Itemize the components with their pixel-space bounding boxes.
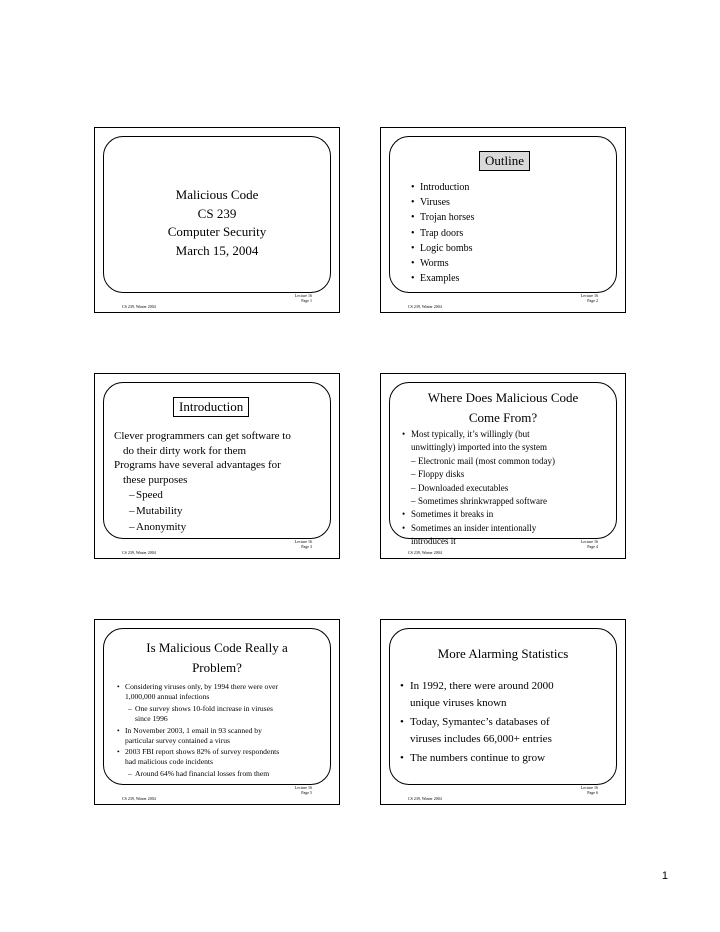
- list-item: • Logic bombs: [420, 241, 474, 256]
- slide-content: [389, 136, 617, 293]
- page-number: 1: [661, 870, 668, 882]
- sub-list: [136, 487, 291, 535]
- lecture-page-label: Lecture 16 Page 3: [294, 539, 312, 549]
- list-item: – Electronic mail (most common today): [418, 455, 555, 468]
- list-item: • Trojan horses: [420, 210, 474, 225]
- slide-body: [117, 682, 280, 779]
- slide-body: [402, 428, 555, 549]
- title-line: Computer Security: [167, 224, 267, 240]
- bullet-item: • Sometimes it breaks in: [402, 509, 494, 520]
- title-line: CS 239: [197, 205, 237, 221]
- list-item: – Anonymity: [136, 519, 291, 535]
- list-item: – Floppy disks: [418, 468, 555, 481]
- course-label: CS 239, Winter 2004: [122, 304, 156, 309]
- slide-body: [114, 429, 291, 535]
- sub-list: [418, 455, 555, 509]
- list-item: – Speed: [136, 487, 291, 503]
- bullet-item: • Most typically, it’s willingly (but unwittingly) imported into the system: [402, 429, 547, 453]
- list-item: • Worms: [420, 256, 474, 271]
- slide-content: [389, 628, 617, 785]
- slide-4: [380, 373, 626, 559]
- slide-content: [103, 628, 331, 785]
- course-label: CS 239, Winter 2004: [122, 550, 156, 555]
- lecture-page-label: Lecture 16 Page 5: [294, 785, 312, 795]
- bullet-item: • Considering viruses only, by 1994 there were over 1,000,000 annual infections: [117, 682, 279, 701]
- outline-list: [420, 180, 474, 286]
- list-item: – Mutability: [136, 503, 291, 519]
- lecture-page-label: Lecture 16 Page 4: [580, 539, 598, 549]
- bullet-item: • In November 2003, 1 email in 93 scanned by particular survey contained a virus: [117, 725, 262, 745]
- paragraph-line: Programs have several advantages for: [114, 459, 281, 471]
- bullet-item: • Sometimes an insider intentionally introduces it: [402, 522, 537, 547]
- bullet-item: • The numbers continue to grow: [400, 752, 546, 764]
- slide-3: [94, 373, 340, 559]
- paragraph-line: these purposes: [123, 473, 188, 486]
- slide-2: [380, 127, 626, 313]
- list-item: • Trap doors: [420, 226, 474, 241]
- slide-body: [400, 678, 554, 767]
- paragraph-line: Clever programmers can get software to: [114, 430, 291, 442]
- course-label: CS 239, Winter 2004: [122, 796, 156, 801]
- slide-5: [94, 619, 340, 805]
- list-item: • Examples: [420, 271, 474, 286]
- slide-title: [103, 186, 331, 260]
- list-item: • Introduction: [420, 180, 474, 195]
- slide-6: [380, 619, 626, 805]
- slide-title: Outline: [479, 151, 530, 171]
- course-label: CS 239, Winter 2004: [408, 796, 442, 801]
- sub-item: – One survey shows 10-fold increase in viruses since 1996: [128, 703, 273, 723]
- bullet-item: • In 1992, there were around 2000 unique viruses known: [400, 680, 554, 709]
- bullet-item: • 2003 FBI report shows 82% of survey respondents had malicious code incidents: [117, 747, 280, 767]
- list-item: • Viruses: [420, 195, 474, 210]
- bullet-item: • Today, Symantec’s databases of viruses includes 66,000+ entries: [400, 716, 552, 745]
- list-item: – Downloaded executables: [418, 482, 555, 495]
- slide-1: [94, 127, 340, 313]
- title-line: Malicious Code: [175, 187, 259, 202]
- course-label: CS 239, Winter 2004: [408, 304, 442, 309]
- title-line: March 15, 2004: [175, 242, 259, 258]
- lecture-page-label: Lecture 16 Page 6: [580, 785, 598, 795]
- lecture-page-label: Lecture 16 Page 2: [580, 293, 598, 303]
- slide-title: Is Malicious Code Really a Problem?: [146, 640, 288, 675]
- list-item: – Sometimes shrinkwrapped software: [418, 495, 555, 508]
- slide-title: More Alarming Statistics: [437, 646, 569, 661]
- slide-content: [103, 382, 331, 539]
- slide-title: Where Does Malicious Code Come From?: [427, 390, 579, 425]
- lecture-page-label: Lecture 16 Page 1: [294, 293, 312, 303]
- slide-content: [103, 136, 331, 293]
- paragraph-line: do their dirty work for them: [123, 444, 247, 457]
- sub-item: – Around 64% had financial losses from them: [128, 769, 270, 779]
- slide-title: Introduction: [173, 397, 249, 417]
- course-label: CS 239, Winter 2004: [408, 550, 442, 555]
